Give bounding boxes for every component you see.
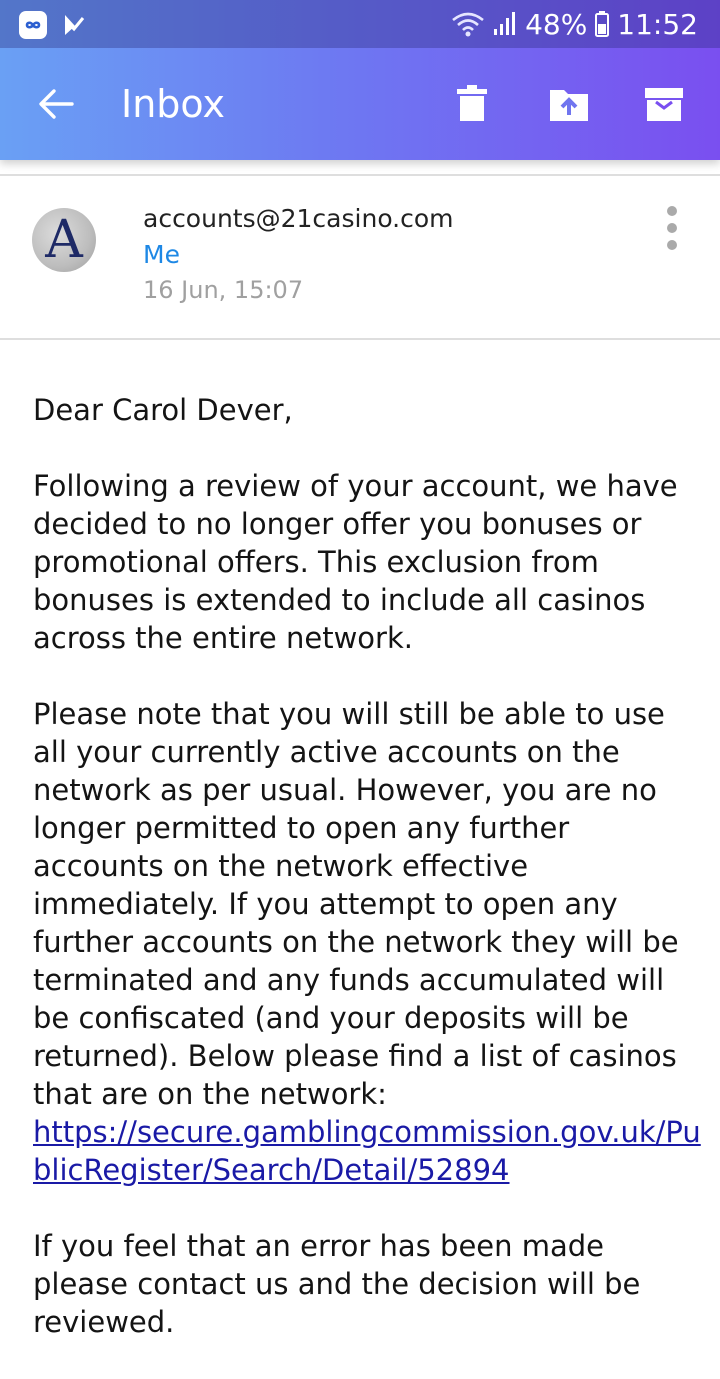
- move-to-folder-icon[interactable]: [549, 84, 589, 124]
- email-body: [33, 391, 701, 1379]
- battery-percent: 48%: [525, 7, 588, 41]
- page-title: Inbox: [121, 82, 225, 126]
- recipient-link[interactable]: Me: [143, 240, 180, 269]
- sender-avatar[interactable]: [32, 208, 96, 272]
- archive-icon[interactable]: [644, 84, 684, 124]
- paragraph-text: Please note that you will still be able to use all your currently active accounts on the network as per usual. However, you are no longer permitted to open any further accounts on the network effective immediately. If you attempt to open any further accounts on the network they will be terminated and any funds accumulated will be confiscated (and your deposits will be returned). Below please find a list of casinos that are on the network:: [33, 697, 679, 1111]
- network-register-link[interactable]: https://secure.gamblingcommission.gov.uk/PublicRegister/Search/Detail/52894: [33, 1115, 701, 1187]
- greeting: Dear Carol Dever,: [33, 393, 293, 427]
- more-options-icon[interactable]: [660, 206, 684, 252]
- wifi-icon: [451, 11, 485, 37]
- status-bar: [0, 0, 720, 48]
- paragraph-with-link: [33, 695, 701, 1189]
- avatar-letter: A: [45, 210, 83, 270]
- check-flag-icon: [62, 12, 86, 38]
- paragraph: If you feel that an error has been made please contact us and the decision will be reviewed.: [33, 1229, 641, 1339]
- delete-trash-icon[interactable]: [452, 84, 492, 124]
- app-bar: [0, 48, 720, 160]
- sender-address: accounts@21casino.com: [143, 204, 454, 233]
- paragraph: Following a review of your account, we have decided to no longer offer you bonuses or promotional offers. This exclusion from bonuses is extended to include all casinos across the entire network.: [33, 469, 678, 655]
- back-arrow-icon[interactable]: [36, 84, 76, 124]
- email-date: 16 Jun, 15:07: [143, 276, 304, 304]
- clock: 11:52: [617, 7, 698, 41]
- top-bar: [0, 0, 720, 160]
- signal-icon: [493, 11, 517, 37]
- email-header: [0, 176, 720, 338]
- infinity-app-icon: [18, 10, 48, 40]
- battery-icon: [595, 11, 609, 37]
- divider: [0, 338, 720, 340]
